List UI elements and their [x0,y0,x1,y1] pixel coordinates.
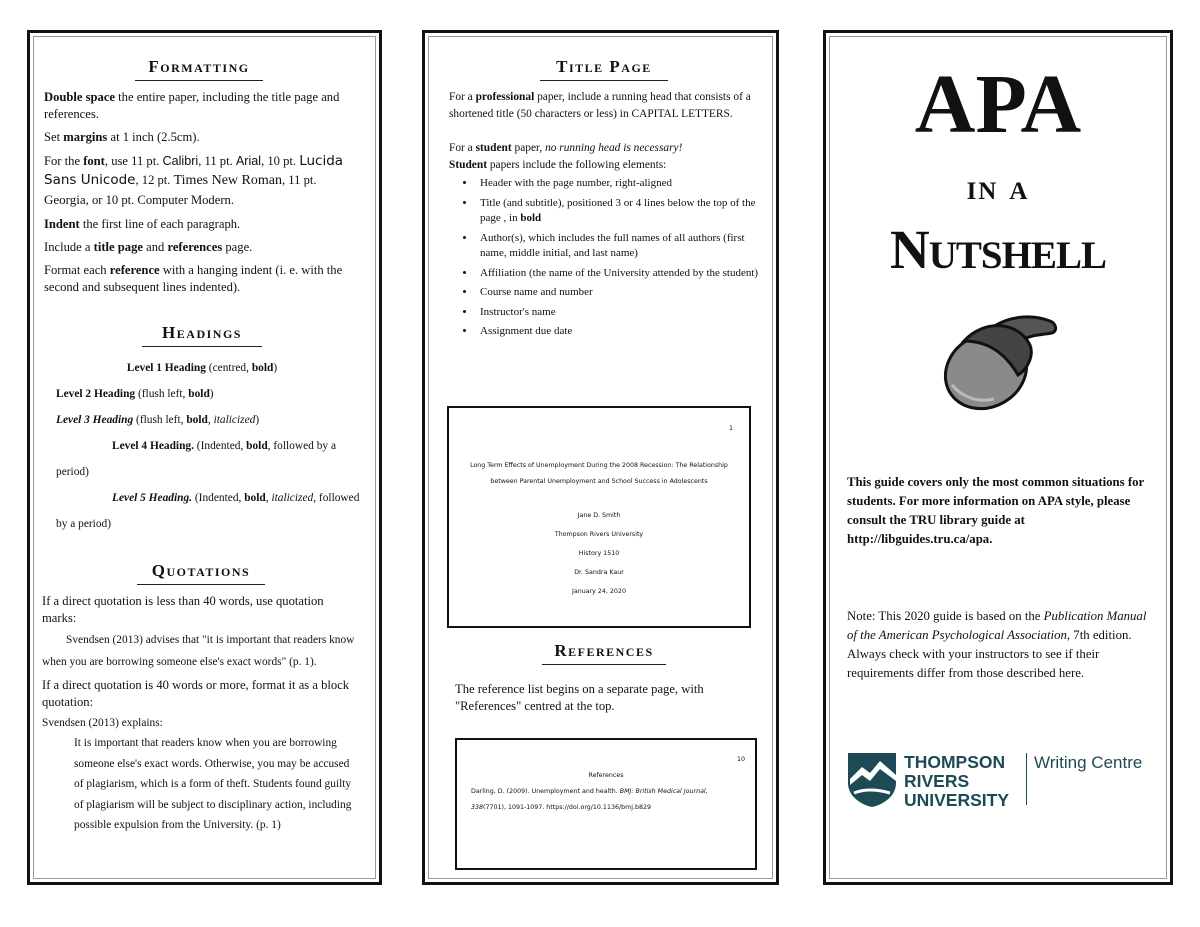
sample-ref-heading: References [588,772,624,779]
guide-scope-text: This guide covers only the most common situations for students. For more information on APA style, please consult the TRU library guide at http://libguides.tru.ca/apa. [847,475,1144,546]
cover-title-apa: APA [914,58,1082,151]
logo-writing-centre: Writing Centre [1034,753,1143,772]
sample-ref-entry: Darling, D. (2009). Unemployment and health. BMJ: British Medical Journal, 338(7701), 1091-1097. https://doi.org/10.1136/bmj.b829 [471,788,708,811]
title-page-panel [422,30,779,885]
list-item: • Header with the page number, right-aligned [476,176,759,192]
sample-author: Jane D. Smith [577,512,621,519]
list-item: • Author(s), which includes the full names of all authors (first name, middle initial, and last name) [476,231,759,262]
formatting-body: Double space the entire paper, including the title page and references. Set margins at 1 inch (2.5cm). For the font, use 11 pt. Calibri, 11 pt. Arial, 10 pt. Lucida Sans Unicode, 12 pt. Times New Roman, 11 pt. Georgia, or 10 pt. Computer Modern. Indent the first line of each paragraph. Include a title page and references page. Format each reference with a hanging indent (i. e. with the second and subsequent lines indented). [44,90,344,294]
tru-writing-centre-logo [846,749,1158,809]
list-item: • Assignment due date [476,324,759,340]
sample-date: January 24, 2020 [572,588,626,595]
title-page-elements-list [449,176,759,340]
list-item: • Affiliation (the name of the University attended by the student) [476,266,759,282]
sample-page-number: 1 [728,425,733,432]
logo-line-rivers: RIVERS [904,771,970,791]
headings-heading: Headings [142,323,262,347]
edition-note: Note: This 2020 guide is based on the Publication Manual of the American Psychological Association, 7th edition. Always check with your instructors to see if their requirements differ from those described here. [847,609,1147,680]
sample-reference-page [455,738,757,870]
title-page-body: For a professional paper, include a running head that consists of a shortened title (50 characters or less) in CAPITAL LETTERS. For a student paper, no running head is necessary! Student papers include the following elements: • Header with the page number, right-aligned • Title (and subtitle), positioned 3 or 4 lines below the top of the page , in bold • Author(s), which includes the full names of all authors (first name, middle initial, and last name) • Affiliation (the name of the University attended by the student) • Course name and number • Instructor's name • Assignment due date [449,89,759,340]
list-item: • Course name and number [476,285,759,301]
cover-title-nutshell: Nutshell [890,219,1106,280]
tru-mountain-icon [846,749,898,809]
quotations-heading: Quotations [137,561,265,585]
quotations-body: If a direct quotation is less than 40 words, use quotation marks: Svendsen (2013) advises that "it is important that readers know when you are borrowing someone else's exact words" (p. 1). If a direct quotation is 40 words or more, format it as a block quotation: Svendsen (2013) explains: It is important that readers know when you are borrowing someone else's exact words. Otherwise, you may be accused of plagiarism, which is a form of theft. Students found guilty of plagiarism will be subject to disciplinary action, including possible expulsion from the University. (p. 1) [42,594,355,831]
list-item: • Title (and subtitle), positioned 3 or 4 lines below the top of the page , in bold [476,196,759,227]
list-item: • Instructor's name [476,305,759,321]
logo-line-thompson: THOMPSON [904,752,1006,772]
sample-title-page [447,406,751,628]
logo-line-university: UNIVERSITY [904,790,1010,810]
references-heading: References [542,641,666,665]
headings-body: Level 1 Heading (centred, bold) Level 2 Heading (flush left, bold) Level 3 Heading (flush left, bold, italicized) Level 4 Heading. (Indented, bold, followed by a period) Level 5 Heading. (Indented, bold, italicized, followed by a period) [56,362,360,530]
title-page-heading: Title Page [540,57,668,81]
sample-university: Thompson Rivers University [554,531,644,538]
sample-instructor: Dr. Sandra Kaur [574,569,624,576]
sample-ref-page-number: 10 [736,756,745,763]
sample-course: History 1510 [578,550,620,557]
sample-paper-title: Long Term Effects of Unemployment During the 2008 Recession: The Relationship between Parental Unemployment and School Success in Adolescents [470,462,728,485]
formatting-heading: Formatting [135,57,263,81]
acorn-icon [934,311,1062,411]
cover-title-in-a: in a [966,167,1030,207]
cover-panel [823,30,1173,885]
formatting-panel [27,30,382,885]
references-text: The reference list begins on a separate page, with "References" centred at the top. [455,682,704,713]
